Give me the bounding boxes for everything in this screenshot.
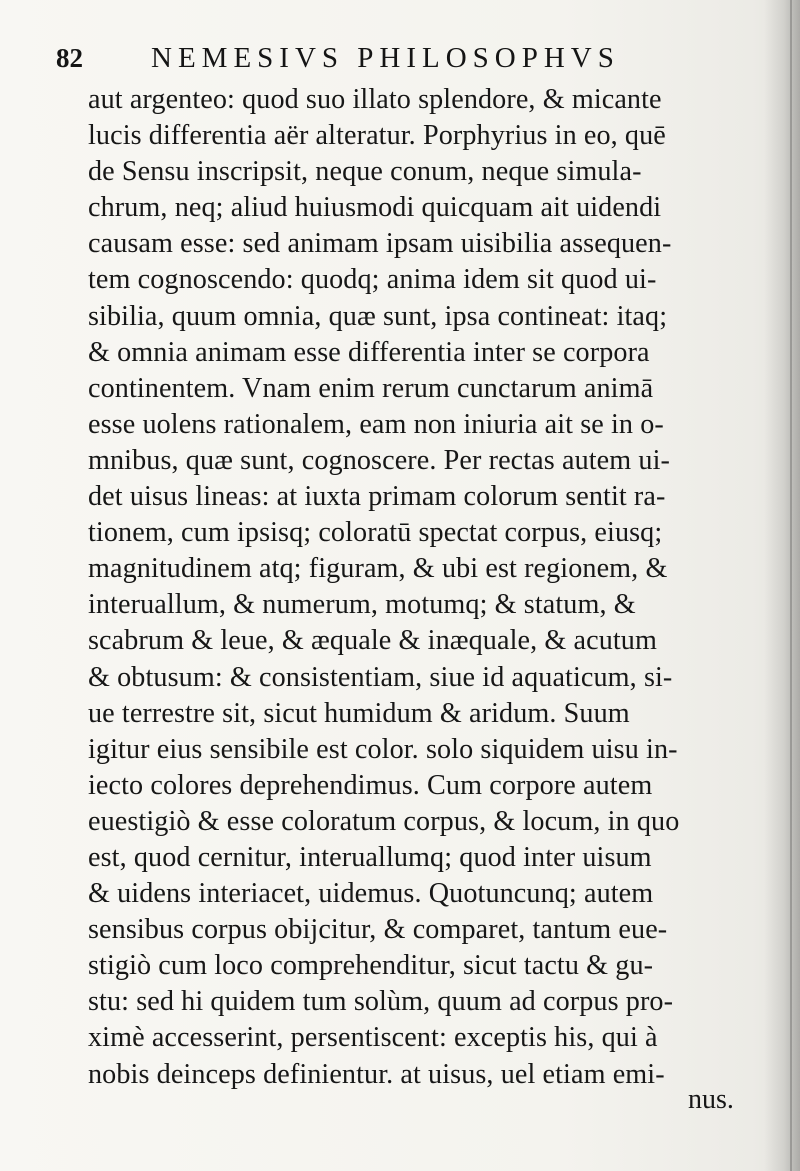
text-line: magnitudinem atq; figuram, & ubi est regionem, & [88, 553, 668, 585]
text-line: nobis deinceps definientur. at uisus, uel etiam emi- [88, 1058, 665, 1090]
running-title: NEMESIVS PHILOSOPHVS [151, 42, 620, 74]
text-line: & obtusum: & consistentiam, siue id aquaticum, si- [88, 661, 673, 693]
text-line: chrum, neq; aliud huiusmodi quicquam ait uidendi [88, 192, 662, 224]
text-line: de Sensu inscripsit, neque conum, neque simula- [88, 156, 642, 188]
text-line: mnibus, quæ sunt, cognoscere. Per rectas autem ui- [88, 444, 670, 476]
text-line: euestigiò & esse coloratum corpus, & locum, in quo [88, 805, 680, 837]
text-line: tem cognoscendo: quodq; anima idem sit quod ui- [88, 264, 657, 296]
text-line: sibilia, quum omnia, quæ sunt, ipsa contineat: itaq; [88, 300, 668, 332]
text-line: sensibus corpus obijcitur, & comparet, tantum eue- [88, 914, 668, 946]
page-header [56, 40, 756, 76]
text-line: interuallum, & numerum, motumq; & statum, & [88, 589, 636, 621]
text-line: est, quod cernitur, interuallumq; quod inter uisum [88, 841, 652, 873]
catchword: nus. [688, 1084, 734, 1115]
text-line: igitur eius sensibile est color. solo siquidem uisu in- [88, 733, 678, 765]
text-line: tionem, cum ipsisq; coloratū spectat corpus, eiusq; [88, 517, 663, 549]
text-line: aut argenteo: quod suo illato splendore, & micante [88, 84, 662, 115]
page-number: 82 [56, 43, 83, 73]
text-line: causam esse: sed animam ipsam uisibilia assequen- [88, 228, 672, 260]
text-line: scabrum & leue, & æquale & inæquale, & acutum [88, 625, 657, 657]
text-line: stu: sed hi quidem tum solùm, quum ad corpus pro- [88, 986, 674, 1018]
text-line: lucis differentia aër alteratur. Porphyrius in eo, quē [88, 120, 666, 152]
text-line: & omnia animam esse differentia inter se corpora [88, 336, 650, 368]
text-line: ue terrestre sit, sicut humidum & aridum. Suum [88, 697, 630, 729]
text-line: & uidens interiacet, uidemus. Quotuncunq; autem [88, 878, 654, 910]
body-text [88, 82, 748, 1093]
page-edge-shadow [764, 0, 800, 1171]
text-line: det uisus lineas: at iuxta primam colorum sentit ra- [88, 481, 666, 513]
text-line: stigiò cum loco comprehenditur, sicut tactu & gu- [88, 950, 654, 982]
text-line: continentem. Vnam enim rerum cunctarum animā [88, 372, 654, 404]
text-line: esse uolens rationalem, eam non iniuria ait se in o- [88, 408, 664, 440]
page-edge-line [790, 0, 792, 1171]
text-line: ximè accesserint, persentiscent: exceptis his, qui à [88, 1022, 658, 1054]
text-line: iecto colores deprehendimus. Cum corpore autem [88, 769, 653, 801]
